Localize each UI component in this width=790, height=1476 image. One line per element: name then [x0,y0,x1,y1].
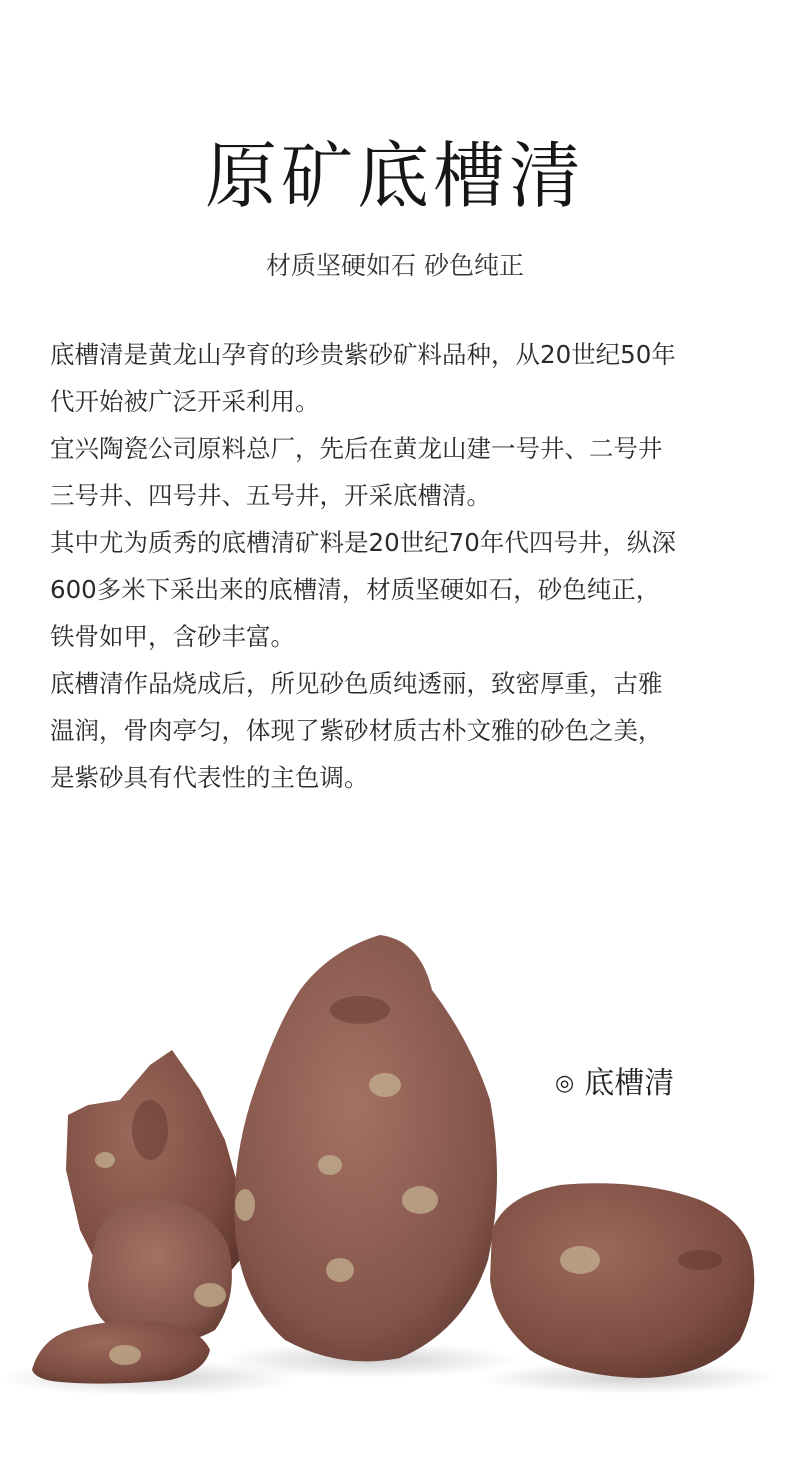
page-subtitle: 材质坚硬如石 砂色纯正 [266,251,524,280]
stone-caption [555,1062,674,1106]
description-line: 底槽清作品烧成后，所见砂色质纯透丽，致密厚重，古雅 [50,669,663,698]
caption-label: 底槽清 [584,1066,675,1101]
description-line: 其中尤为质秀的底槽清矿料是20世纪70年代四号井，纵深 [50,528,676,557]
description-line: 铁骨如甲，含砂丰富。 [50,622,295,651]
ore-stones-image [0,900,790,1420]
bullet-icon: ◎ [555,1071,575,1096]
description-line: 宜兴陶瓷公司原料总厂，先后在黄龙山建一号井、二号井 [50,434,663,463]
description-line: 代开始被广泛开采利用。 [50,387,320,416]
description-line: 温润，骨肉亭匀，体现了紫砂材质古朴文雅的砂色之美， [50,716,663,745]
stone-right [490,1183,754,1378]
description-line: 是紫砂具有代表性的主色调。 [50,763,369,792]
description-text [50,331,760,801]
description-line: 三号井、四号井、五号井，开采底槽清。 [50,481,491,510]
page-title: 原矿底槽清 [204,134,585,218]
description-line: 底槽清是黄龙山孕育的珍贵紫砂矿料品种，从20世纪50年 [50,340,676,369]
description-line: 600多米下采出来的底槽清，材质坚硬如石，砂色纯正， [50,575,661,604]
